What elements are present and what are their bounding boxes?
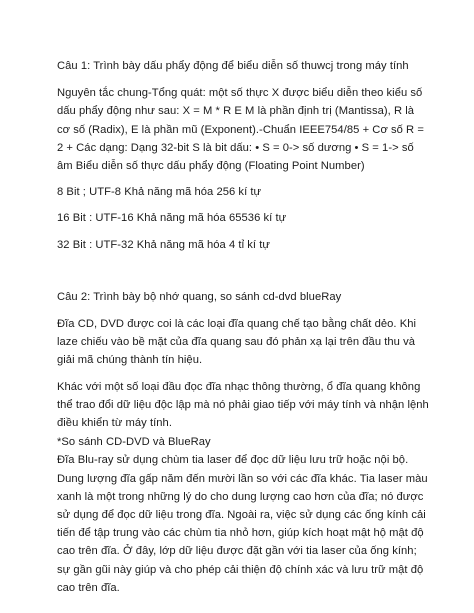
question-1-title: Câu 1: Trình bày dấu phẩy động để biểu diễn số thuwcj trong máy tính bbox=[57, 60, 409, 72]
document-body bbox=[57, 57, 429, 597]
cd-dvd-paragraph: Đĩa CD, DVD được coi là các loại đĩa quang chế tạo bằng chất dẻo. Khi laze chiếu vào bề mặt của đĩa quang sau đó phản xạ lại trên đầu thu và giải mã chúng thành tín hiệu. bbox=[57, 318, 417, 367]
question-2-title: Câu 2: Trình bày bộ nhớ quang, so sánh cd-dvd blueRay bbox=[57, 290, 342, 303]
bluray-paragraph: Đĩa Blu-ray sử dụng chùm tia laser để đọc dữ liệu lưu trữ hoặc nội bộ. Dung lượng đĩa gấp năm đến mười lần so với các đĩa khác. Tia laser màu xanh là một trong những lý do cho dung lượng cao hơn của đĩa; nó được sử dụng để đọc dữ liệu trong đĩa. Ngoài ra, việc sử dụng các ống kính cải tiến để tập trung vào các chùm tia nhỏ hơn, giúp kích hoạt mật hộ mật độ cao trên đĩa. Ở đây, lớp dữ liệu được đặt gần với tia laser của ống kính; sự gần gũi này giúp và cho phép cải thiện độ chính xác và lưu trữ mật độ cao trên đĩa. bbox=[57, 454, 428, 594]
optical-drive-paragraph: Khác với một số loại đầu đọc đĩa nhạc thông thường, ổ đĩa quang không thể trao đổi dữ liệu độc lập mà nó phải giao tiếp với máy tính và nhận lệnh điều khiển từ máy tính. bbox=[57, 380, 429, 430]
encoding-list bbox=[57, 183, 429, 254]
section-spacer bbox=[57, 262, 429, 288]
question-1-rule-paragraph: Nguyên tắc chung-Tổng quát: một số thực X được biểu diễn theo kiểu số dấu phẩy động như sau: X = M * R E M là phần định trị (Mantissa), R là cơ số (Radix), E là phần mũ (Exponent).-Chuẩn IEEE754/85 + Cơ số R = 2 + Các dạng: Dạng 32-bit S là bit dấu: • S = 0-> số dương • S = 1-> số âm Biểu diễn số thực dấu phẩy động (Floating Point Number) bbox=[57, 87, 424, 173]
encoding-utf8: 8 Bit ; UTF-8 Khả năng mã hóa 256 kí tự bbox=[57, 186, 262, 199]
compare-heading: *So sánh CD-DVD và BlueRay bbox=[57, 436, 211, 449]
encoding-utf16: 16 Bit : UTF-16 Khả năng mã hóa 65536 kí tự bbox=[57, 212, 287, 225]
encoding-utf32: 32 Bit : UTF-32 Khả năng mã hóa 4 tỉ kí tự bbox=[57, 238, 270, 251]
